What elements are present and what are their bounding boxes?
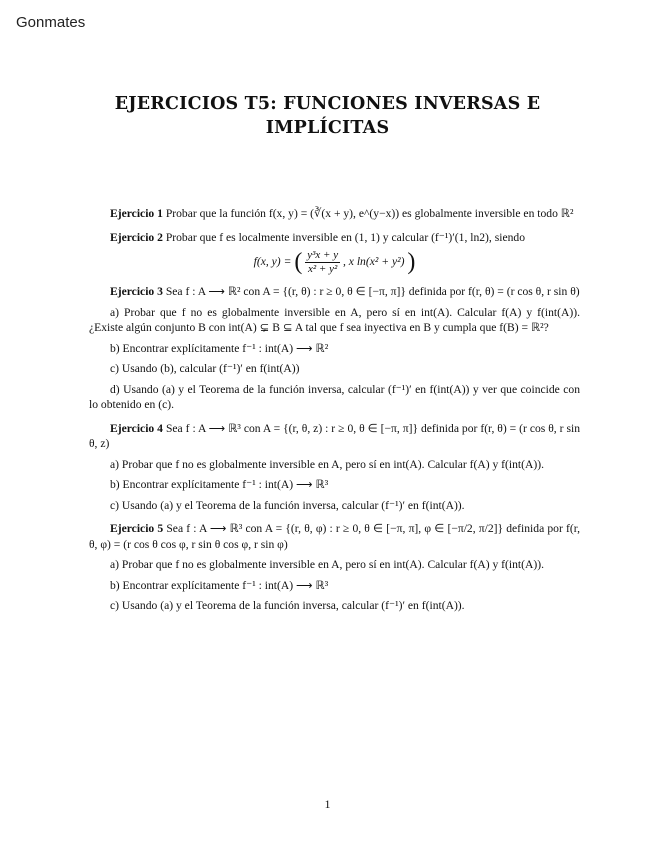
exercise-item-b: b) Encontrar explícitamente f⁻¹ : int(A) ⟶ ℝ³	[110, 478, 329, 491]
fraction-denominator: x² + y²	[308, 263, 338, 275]
exercise-3	[89, 284, 580, 413]
exercise-label: Ejercicio 3	[110, 285, 163, 298]
exercise-text: Sea f : A ⟶ ℝ² con A = {(r, θ) : r ≥ 0, θ ∈ [−π, π]} definida por f(r, θ) = (r cos θ, r sin θ)	[165, 285, 580, 298]
exercise-label: Ejercicio 1	[110, 207, 163, 220]
exercise-item-c: c) Usando (b), calcular (f⁻¹)′ en f(int(A))	[110, 362, 300, 375]
exercise-text: Sea f : A ⟶ ℝ³ con A = {(r, θ, φ) : r ≥ 0, θ ∈ [−π, π], φ ∈ [−π/2, π/2]} definida por f(r, θ, φ) = (r cos θ cos φ, r sin θ cos φ, r sin φ)	[89, 522, 581, 551]
formula-right: , x ln(x² + y²)	[343, 255, 405, 269]
exercise-list	[89, 206, 580, 622]
exercise-item-d: d) Usando (a) y el Teorema de la función inversa, calcular (f⁻¹)′ en f(int(A)) y ver que coincide con lo obtenido en (c).	[89, 382, 580, 411]
exercise-4	[89, 421, 580, 514]
page-number: 1	[324, 797, 331, 811]
exercise-item-b: b) Encontrar explícitamente f⁻¹ : int(A) ⟶ ℝ³	[110, 578, 329, 592]
exercise-item-a: a) Probar que f no es globalmente inversible en A, pero sí en int(A). Calcular f(A) y f(int(A)). ¿Existe algún conjunto B con int(A) ⊊ B ⊆ A tal que f sea inyectiva en B y cumpla que f(B) = ℝ²?	[89, 305, 580, 334]
exercise-5	[89, 521, 580, 614]
formula-left: f(x, y) =	[253, 255, 292, 269]
exercise-text: Probar que f es localmente inversible en (1, 1) y calcular (f⁻¹)′(1, ln2), siendo	[165, 230, 525, 244]
formula	[89, 249, 580, 276]
brand-watermark: Gonmates	[16, 14, 86, 31]
fraction	[305, 249, 340, 276]
exercise-item-b: b) Encontrar explícitamente f⁻¹ : int(A) ⟶ ℝ²	[110, 341, 329, 355]
exercise-text: Probar que la función f(x, y) = (∛(x + y), e^(y−x)) es globalmente inversible en todo ℝ²	[165, 207, 574, 220]
page-title	[0, 92, 655, 140]
exercise-2	[89, 230, 580, 277]
fraction-numerator: y³x + y	[307, 249, 339, 261]
title-line-1: EJERCICIOS T5: FUNCIONES INVERSAS E	[114, 94, 541, 114]
exercise-label: Ejercicio 2	[110, 230, 163, 244]
exercise-label: Ejercicio 5	[110, 522, 164, 535]
exercise-item-c: c) Usando (a) y el Teorema de la función inversa, calcular (f⁻¹)′ en f(int(A)).	[110, 599, 465, 612]
paren-open: (	[294, 248, 303, 275]
title-line-2: IMPLÍCITAS	[265, 118, 390, 138]
exercise-text: Sea f : A ⟶ ℝ³ con A = {(r, θ, z) : r ≥ 0, θ ∈ [−π, π]} definida por f(r, θ) = (r cos θ, r sin θ, z)	[89, 421, 581, 450]
exercise-item-c: c) Usando (a) y el Teorema de la función inversa, calcular (f⁻¹)′ en f(int(A)).	[110, 498, 465, 512]
exercise-item-a: a) Probar que f no es globalmente inversible en A, pero sí en int(A). Calcular f(A) y f(int(A)).	[110, 457, 544, 471]
exercise-1	[89, 206, 580, 222]
paren-close: )	[407, 248, 416, 275]
exercise-item-a: a) Probar que f no es globalmente inversible en A, pero sí en int(A). Calcular f(A) y f(int(A)).	[110, 558, 544, 571]
exercise-label: Ejercicio 4	[110, 421, 163, 435]
